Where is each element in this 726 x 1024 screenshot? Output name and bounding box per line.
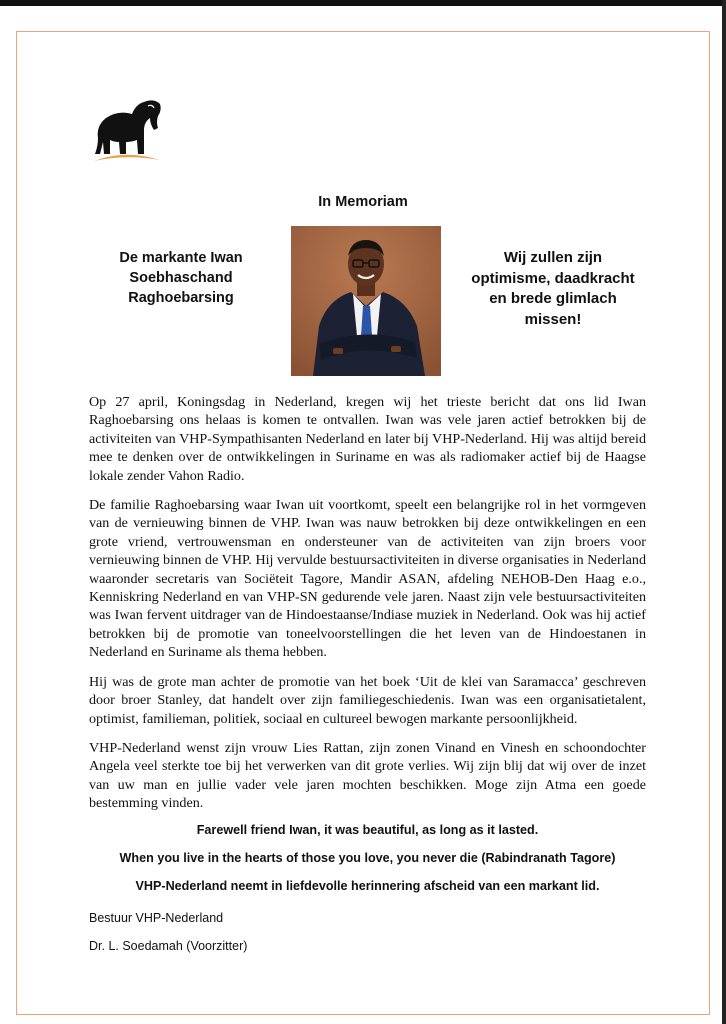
portrait-photo (291, 226, 441, 376)
paragraph: VHP-Nederland wenst zijn vrouw Lies Rattan, zijn zonen Vinand en Vinesh en schoondochter Angela veel sterkte toe bij het verwerken van dit grote verlies. Wij zijn blij dat wij over de inzet van uw man en jullie vader vele jaren mochten beschikken. Moge zijn Atma een goede bestemming vinden. (89, 739, 646, 812)
memoriam-title: In Memoriam (318, 194, 408, 210)
heading-line: en brede glimlach (489, 290, 617, 307)
signatory-board: Bestuur VHP-Nederland (89, 911, 224, 925)
closing-statements (89, 822, 646, 906)
farewell-line: Farewell friend Iwan, it was beautiful, as long as it lasted. (196, 823, 539, 837)
paragraph: Op 27 april, Koningsdag in Nederland, kregen wij het trieste bericht dat ons lid Iwan Raghoebarsing ons helaas is komen te ontvallen. Iwan was vele jaren actief betrokken bij de activiteiten van VHP-Sympathisanten Nederland en later bij VHP-Nederland. Hij was altijd bereid mee te denken over de ontwikkelingen in Suriname en was als radiomaker actief bij de Haagse lokale zender Vahon Radio. (89, 394, 646, 484)
farewell-statement: VHP-Nederland neemt in liefdevolle herinnering afscheid van een markant lid. (135, 879, 600, 893)
deceased-name-heading (100, 248, 262, 308)
paragraph: De familie Raghoebarsing waar Iwan uit voortkomt, speelt een belangrijke rol in het vormgeven van de vernieuwing binnen de VHP. Iwan was nauw betrokken bij deze ontwikkelingen en een grote vriend, vertrouwensman en ondersteuner van de activiteiten van zijn broers voor vernieuwing binnen de VHP. Hij vervulde bestuursactiviteiten in diverse organisaties in Nederland waaronder secretaris van Sociëteit Tagore, Mandir ASAN, afdeling NEHOB-Den Haag e.o., Kenniskring Nederland en van VHP-SN gedurende vele jaren. Naast zijn vele bestuursactiviteiten was Iwan fervent uitdrager van de Hindoestaanse/Indiase muziek in Nederland. Ook was hij actief betrokken bij de promotie van toneelvoorstellingen die het leven van de Hindoestanen in Nederland en Suriname als thema hebben. (89, 497, 646, 661)
tagore-quote: When you live in the hearts of those you love, you never die (Rabindranath Tagore) (119, 851, 616, 865)
heading-line: Wij zullen zijn (503, 249, 603, 266)
heading-line: Soebhaschand (129, 270, 233, 286)
elephant-icon (88, 94, 164, 166)
paragraph: Hij was de grote man achter de promotie van het boek ‘Uit de klei van Saramacca’ geschreven door broer Stanley, dat handelt over zijn familiegeschiedenis. Iwan was een organisatietalent, optimist, familieman, politiek, sociaal en cultureel bewogen markante persoonlijkheid. (89, 673, 646, 727)
tribute-heading (458, 248, 648, 330)
signature-block (89, 910, 247, 966)
top-edge-bar (0, 0, 726, 6)
right-edge-bar (722, 0, 726, 1024)
heading-line: Raghoebarsing (128, 290, 234, 306)
signatory-chair: Dr. L. Soedamah (Voorzitter) (89, 939, 248, 953)
heading-line: De markante Iwan (119, 250, 243, 266)
memorial-text (89, 393, 646, 824)
heading-line: optimisme, daadkracht (471, 269, 635, 287)
heading-line: missen! (524, 310, 582, 328)
